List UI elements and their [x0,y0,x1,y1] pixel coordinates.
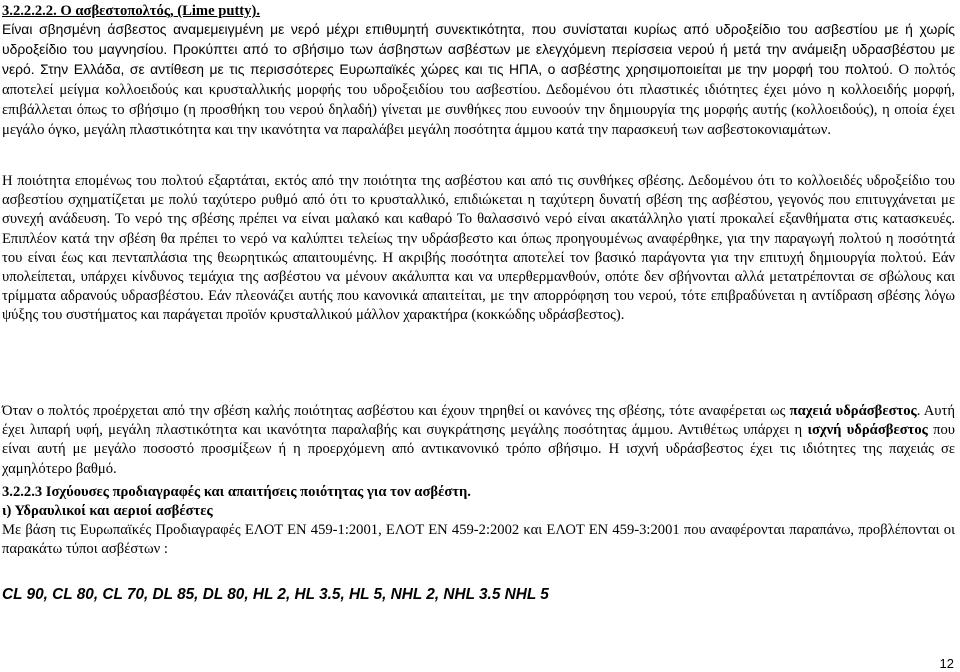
lime-types-list: CL 90, CL 80, CL 70, DL 85, DL 80, HL 2, HL 3.5, HL 5, NHL 2, NHL 3.5 NHL 5 [2,586,549,603]
paragraph-thick-thin-lime [2,402,955,479]
paragraph-text-part3: που είναι αυτή με μεγάλο ποσοστό προσμίξεων ή η προερχόμενη από αντικανονικό τρόπο σβήσιμο. Η ισχνή υδράσβεστος έχει τις ιδιότητες της παχειάς σε χαμηλότερο βαθμό. [2,422,955,477]
term-thin-hydrated-lime: ισχνή υδράσβεστος [807,422,928,439]
section-heading: 3.2.2.2.2. Ο ασβεστοπολτός, (Lime putty). [2,3,260,19]
paragraph-putty-quality [2,172,955,326]
paragraph-lime-putty-definition [2,20,955,140]
subsection-heading: 3.2.2.3 Ισχύουσες προδιαγραφές και απαιτήσεις ποιότητας για τον ασβέστη. [2,484,471,500]
paragraph-text: Η ποιότητα επομένως του πολτού εξαρτάται, εκτός από την ποιότητα της ασβέστου και από τις συνθήκες σβέσης. Δεδομένου ότι το κολλοειδές υδροξείδιο του ασβεστίου σχηματίζεται με πολύ ταχύτερο ρυθμό από ότι το κρυσταλλικό, επιδιώκεται η ταχύτερη δυνατή σβέση της ασβέστου, γεγονός που επιτυγχάνεται με συνεχή ανάδευση. Το νερό της σβέσης πρέπει να είναι μαλακό και καθαρό Το θαλασσινό νερό είναι ακατάλληλο γιατί προκαλεί εξανθήματα στις κατασκευές. Επιπλέον κατά την σβέση θα πρέπει το νερό να καλύπτει τελείως την υδράσβεστο και όπως προηγουμένως αναφέρθηκε, για την παραγωγή πολτού η ποσότητά του είναι έως και πενταπλάσια της θεωρητικώς απαιτουμένης. Η ακριβής ποσότητα αποτελεί τον βασικό παράγοντα για την επιτυχή δημιουργία πολτού. Εάν υπολείπεται, υπάρχει κίνδυνος τεμάχια της ασβέστου να μένουν ακάλυπτα και να υπερθερμανθούν, οπότε δεν σβήνονται αλλά μετατρέπονται σε σβώλους και τρίμματα αδρανούς υδρασβέστου. Εάν πλεονάζει αυτής που κανονικά απαιτείται, με την απορρόφηση του νερού, τότε επιβραδύνεται η αντίδραση σβέσης λόγω ψύξης του συστήματος και παράγεται προϊόν κρυσταλλικού μάλλον χαρακτήρα (κοκκώδης υδράσβεστος). [2,173,955,324]
paragraph-text-part2: . Αυτή έχει λιπαρή υφή, μεγάλη πλαστικότητα και ικανότητα παραλαβής και συγκράτησης μεγάλης ποσότητας άμμου. Αντιθέτως υπάρχει η [2,403,955,439]
paragraph-standards [2,521,955,559]
paragraph-text: Με βάση τις Ευρωπαϊκές Προδιαγραφές ΕΛΟΤ ΕΝ 459-1:2001, ΕΛΟΤ ΕΝ 459-2:2002 και ΕΛΟΤ ΕΝ 459-3:2001 που αναφέρονται παραπάνω, προβλέπονται οι παρακάτω τύποι ασβέστων : [2,522,955,558]
paragraph-serif-part2: Ο πολτός αποτελεί μείγμα κολλοειδούς και κρυσταλλικής μορφής του υδροξειδίου του ασβεστίου. Δεδομένου ότι πλαστικές ιδιότητες έχει μόνο η κολλοειδής μορφή, επιβάλλεται όπως το σβήσιμο (η προσθήκη του νερού δηλαδή) γίνεται με συνθήκες που ευνοούν την δημιουργία της μορφής αυτής (κολλοειδούς), η οποία έχει μεγάλο όγκο, μεγάλη πλαστικότητα και την ικανότητα να παραλάβει μεγάλη ποσότητα άμμου κατά την παρασκευή των ασβεστοκονιαμάτων. [2,61,956,139]
subsubsection-heading: ι) Υδραυλικοί και αεριοί ασβέστες [2,503,213,519]
paragraph-sans-part1: Είναι σβησμένη άσβεστος αναμεμειγμένη με νερό μέχρι επιθυμητή συνεκτικότητα, που συνίσταται κυρίως από υδροξείδιο του ασβεστίου με ή χωρίς υδροξείδιο του μαγνησίου. Προκύπτει από το σβήσιμο των άσβηστων ασβέστων με ελεγχόμενη περίσσεια νερού ή μετά την ανάμειξη υδρασβέστου με νερό. Στην Ελλάδα, σε αντίθεση με τις περισσότερες Ευρωπαϊκές χώρες και τις ΗΠΑ, ο ασβέστης χρησιμοποιείται με την μορφή του πολτού. [2,21,955,77]
paragraph-text-part1: Όταν ο πολτός προέρχεται από την σβέση καλής ποιότητας ασβέστου και έχουν τηρηθεί οι κανόνες της σβέσης, τότε αναφέρεται ως [2,403,786,419]
page-number: 12 [939,656,954,671]
term-thick-hydrated-lime: παχειά υδράσβεστος [789,403,917,419]
